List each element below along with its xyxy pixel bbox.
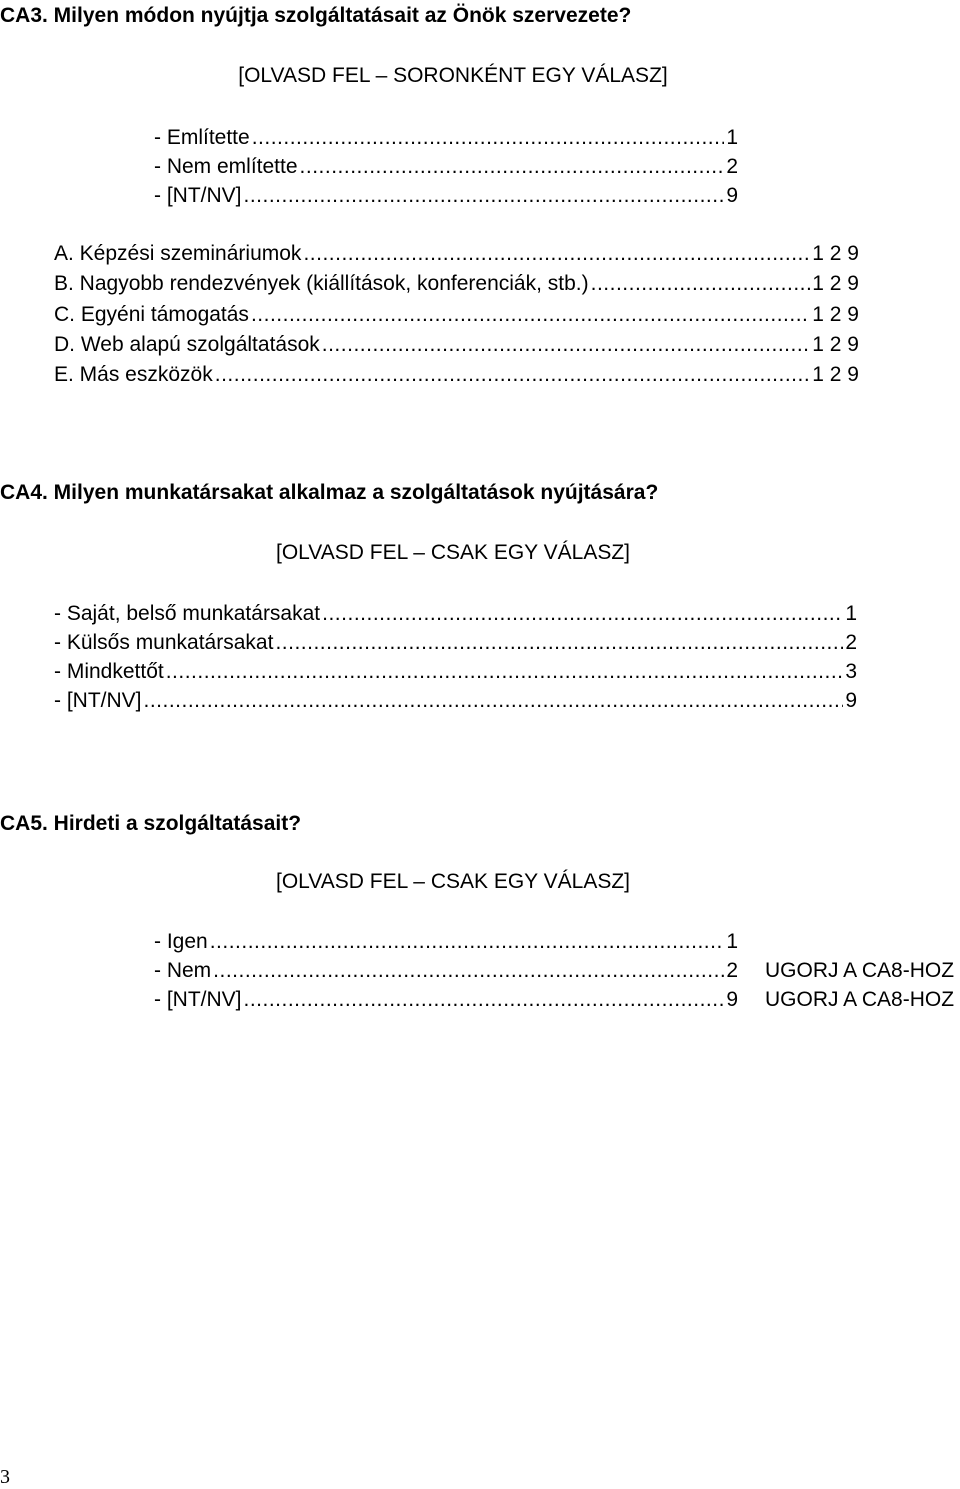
legend-label: - Említette: [154, 126, 250, 149]
option-code: 9: [845, 689, 857, 712]
legend-row: [154, 154, 738, 180]
question-title-ca5: CA5. Hirdeti a szolgáltatásait?: [0, 812, 302, 835]
legend-label: - Nem említette: [154, 155, 298, 178]
question-title-ca3: CA3. Milyen módon nyújtja szolgáltatásait az Önök szervezete?: [0, 4, 632, 27]
item-codes: 1 2 9: [812, 242, 859, 265]
option-code: 1: [845, 602, 857, 625]
option-code: 9: [726, 988, 738, 1011]
option-row: [54, 601, 857, 627]
legend-code: 2: [726, 155, 738, 178]
item-codes: 1 2 9: [812, 272, 859, 295]
option-row: [54, 688, 857, 714]
option-label: - [NT/NV]: [154, 988, 242, 1011]
option-code: 1: [726, 930, 738, 953]
item-label: D. Web alapú szolgáltatások: [54, 333, 320, 356]
instruction-ca5: [OLVASD FEL – CSAK EGY VÁLASZ]: [275, 870, 631, 893]
option-row: [54, 659, 857, 685]
item-codes: 1 2 9: [812, 333, 859, 356]
page-number: 3: [0, 1466, 10, 1488]
question-title-ca4: CA4. Milyen munkatársakat alkalmaz a szolgáltatások nyújtására?: [0, 481, 659, 504]
option-label: - Saját, belső munkatársakat: [54, 602, 321, 625]
legend-code: 1: [726, 126, 738, 149]
item-label: C. Egyéni támogatás: [54, 303, 249, 326]
option-row: [154, 958, 738, 984]
option-code: 2: [845, 631, 857, 654]
item-row: [54, 332, 859, 358]
item-codes: 1 2 9: [812, 303, 859, 326]
option-label: - Igen: [154, 930, 208, 953]
item-row: [54, 241, 859, 267]
option-label: - Nem: [154, 959, 212, 982]
option-code: 2: [726, 959, 738, 982]
item-label: A. Képzési szemináriumok: [54, 242, 302, 265]
instruction-ca4: [OLVASD FEL – CSAK EGY VÁLASZ]: [275, 541, 631, 564]
item-row: [54, 302, 859, 328]
option-label: - [NT/NV]: [54, 689, 142, 712]
item-row: [54, 362, 859, 388]
option-row: [154, 987, 738, 1013]
option-label: - Mindkettőt: [54, 660, 164, 683]
legend-row: [154, 125, 738, 151]
option-label: - Külsős munkatársakat: [54, 631, 274, 654]
legend-row: [154, 183, 738, 209]
legend-label: - [NT/NV]: [154, 184, 242, 207]
skip-instruction: UGORJ A CA8-HOZ: [765, 959, 955, 982]
item-row: [54, 271, 859, 297]
option-row: [154, 929, 738, 955]
option-row: [54, 630, 857, 656]
item-codes: 1 2 9: [812, 363, 859, 386]
item-label: B. Nagyobb rendezvények (kiállítások, konferenciák, stb.): [54, 272, 589, 295]
option-code: 3: [845, 660, 857, 683]
item-label: E. Más eszközök: [54, 363, 213, 386]
skip-instruction: UGORJ A CA8-HOZ: [765, 988, 955, 1011]
legend-code: 9: [726, 184, 738, 207]
instruction-ca3: [OLVASD FEL – SORONKÉNT EGY VÁLASZ]: [238, 64, 668, 87]
